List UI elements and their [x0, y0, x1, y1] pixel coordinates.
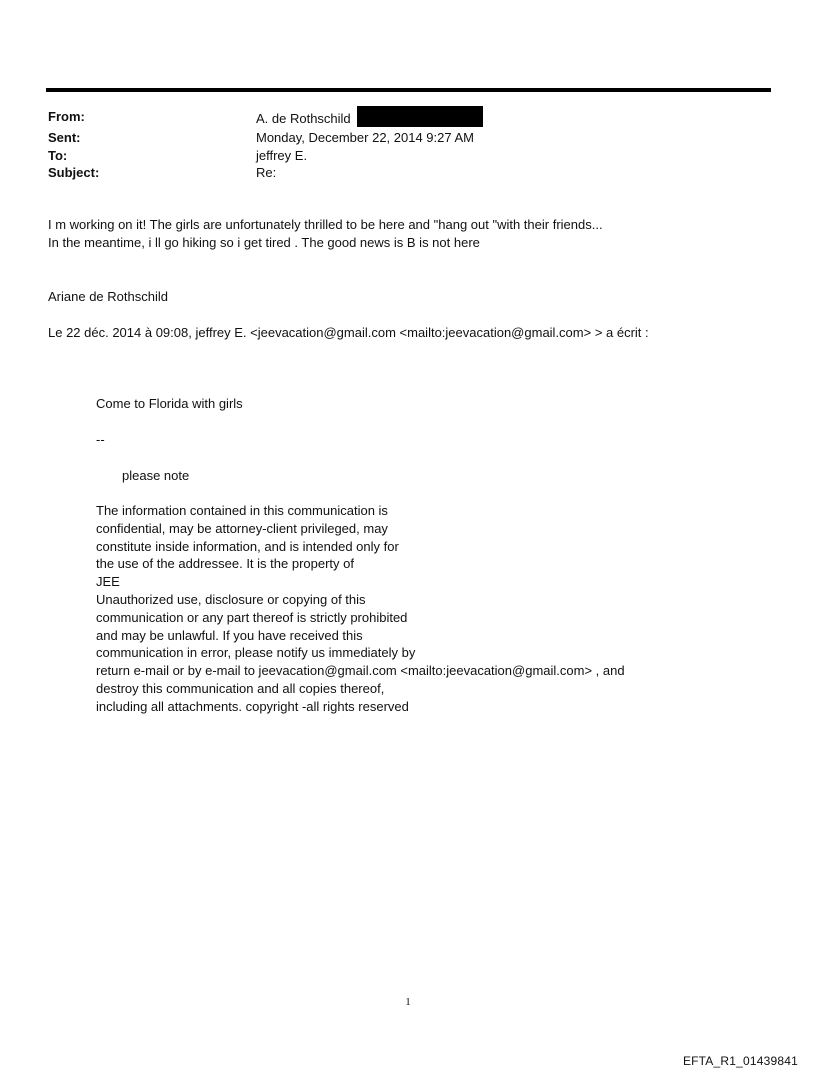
sent-row: [48, 129, 483, 147]
from-row: [48, 108, 483, 129]
message-line: I m working on it! The girls are unfortunately thrilled to be here and "hang out "with their friends...: [48, 217, 603, 232]
quoted-separator: --: [96, 432, 105, 447]
subject-value: Re:: [256, 165, 277, 180]
document-id: EFTA_R1_01439841: [682, 1054, 798, 1068]
message-body: [48, 216, 603, 252]
from-name: A. de Rothschild: [256, 110, 351, 126]
note-label: please note: [122, 468, 190, 483]
disclaimer-line: Unauthorized use, disclosure or copying of this: [96, 591, 366, 607]
quote-header: Le 22 déc. 2014 à 09:08, jeffrey E. <jeevacation@gmail.com <mailto:jeevacation@gmail.com> > a écrit :: [48, 325, 649, 340]
email-header: [48, 108, 483, 182]
signature: Ariane de Rothschild: [48, 289, 168, 304]
disclaimer-line: communication or any part thereof is strictly prohibited: [96, 609, 408, 625]
sent-value: Monday, December 22, 2014 9:27 AM: [256, 130, 474, 145]
disclaimer-line: return e-mail or by e-mail to jeevacation@gmail.com <mailto:jeevacation@gmail.com> , and: [96, 663, 625, 679]
disclaimer-line: JEE: [96, 574, 120, 590]
header-divider: [46, 88, 771, 92]
message-line: In the meantime, i ll go hiking so i get tired . The good news is B is not here: [48, 234, 480, 250]
sent-label: Sent:: [48, 130, 81, 145]
disclaimer-line: communication in error, please notify us immediately by: [96, 645, 416, 661]
quoted-message: Come to Florida with girls: [96, 396, 243, 411]
disclaimer-line: constitute inside information, and is intended only for: [96, 538, 399, 554]
disclaimer: [96, 502, 625, 716]
subject-label: Subject:: [48, 165, 100, 180]
from-value: [256, 108, 483, 129]
to-row: [48, 147, 483, 165]
disclaimer-line: and may be unlawful. If you have received this: [96, 627, 363, 643]
to-label: To:: [48, 147, 68, 163]
to-value: jeffrey E.: [256, 147, 308, 163]
disclaimer-line: including all attachments. copyright -all rights reserved: [96, 698, 409, 714]
disclaimer-line: The information contained in this communication is: [96, 503, 388, 518]
redaction-box: [357, 106, 483, 127]
disclaimer-line: destroy this communication and all copies thereof,: [96, 680, 385, 696]
disclaimer-line: confidential, may be attorney-client privileged, may: [96, 520, 388, 536]
disclaimer-line: the use of the addressee. It is the property of: [96, 556, 354, 572]
subject-row: [48, 164, 483, 182]
from-label: From:: [48, 109, 85, 124]
page-number: 1: [405, 996, 411, 1008]
